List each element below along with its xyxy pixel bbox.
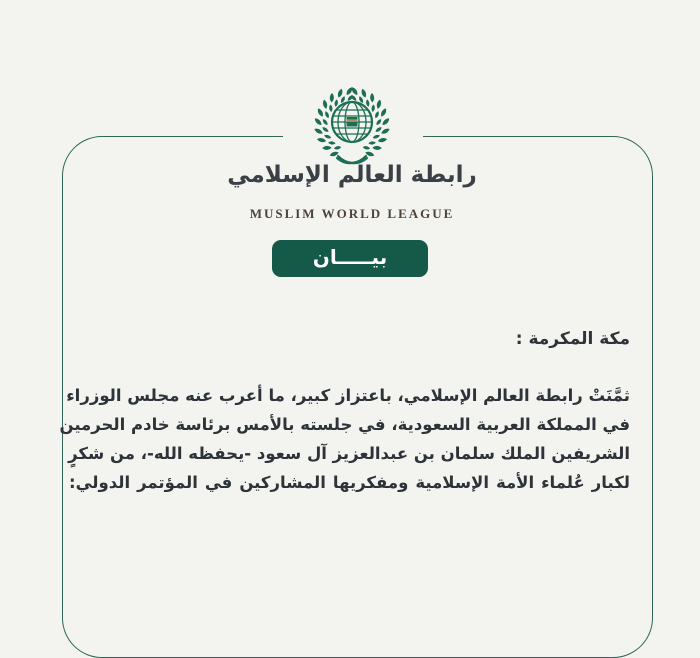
location-heading: مكة المكرمة :: [515, 329, 630, 349]
statement-line: في المملكة العربية السعودية، في جلسته بالأمس برئاسة خادم الحرمين: [59, 415, 630, 434]
statement-line: ثمَّنَتْ رابطة العالم الإسلامي، باعتزاز كبير، ما أعرب عنه مجلس الوزراء: [66, 386, 630, 405]
statement-line: الشريفين الملك سلمان بن عبدالعزيز آل سعود -يحفظه الله-، من شكرٍ: [68, 444, 630, 463]
wreath-globe-emblem-icon: [305, 84, 399, 168]
logo-arabic-name: رابطة العالم الإسلامي: [227, 162, 477, 188]
logo-english-name: MUSLIM WORLD LEAGUE: [249, 206, 455, 221]
statement-line: لكبار عُلماء الأمة الإسلامية ومفكريها المشاركين في المؤتمر الدولي:: [69, 473, 630, 492]
statement-banner-title: بيـــــان: [312, 244, 388, 269]
statement-paragraph: [59, 381, 630, 497]
statement-banner: [272, 240, 428, 277]
